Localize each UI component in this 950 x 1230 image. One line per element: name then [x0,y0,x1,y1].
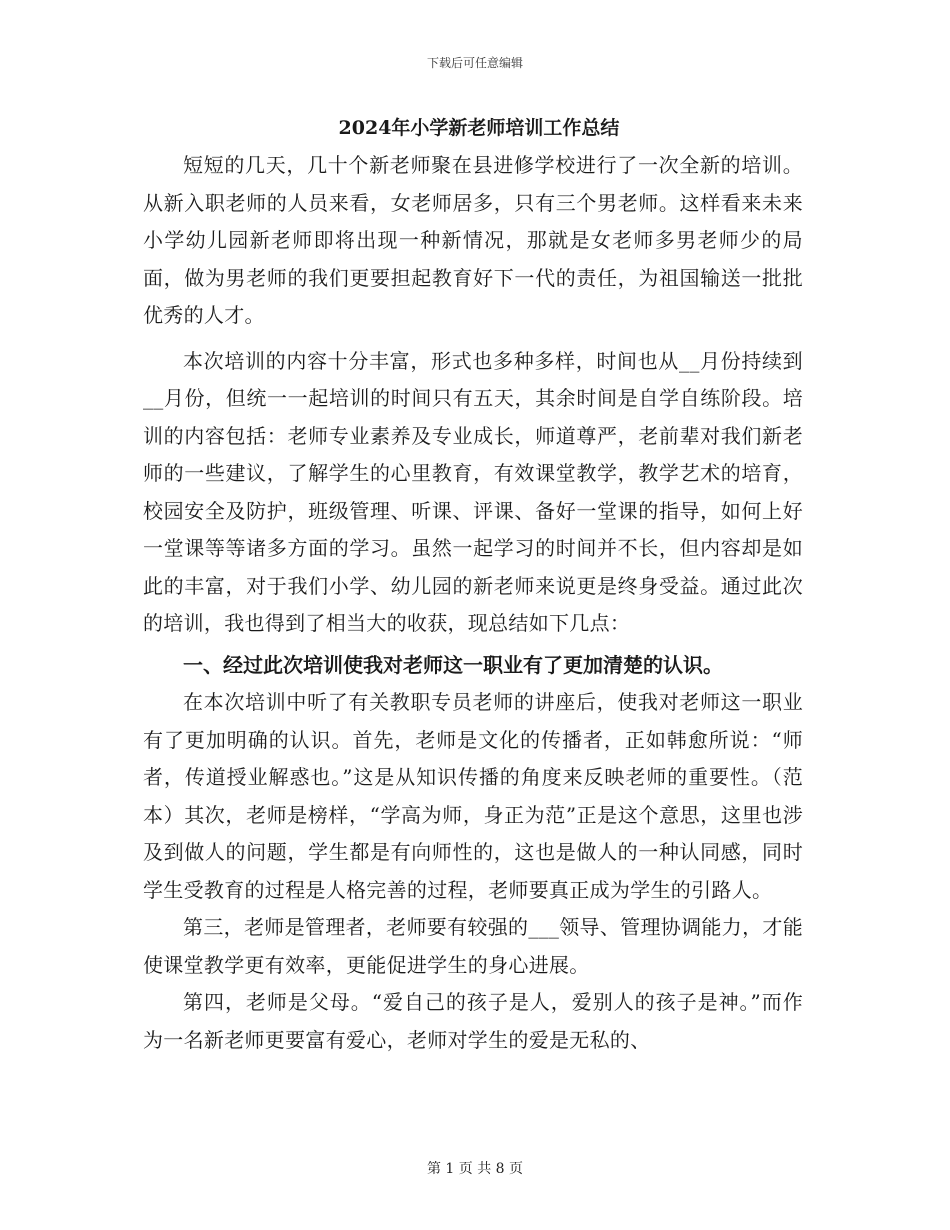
section-heading-1: 一、经过此次培训使我对老师这一职业有了更加清楚的认识。 [183,652,723,677]
paragraph-intro: 短短的几天，几十个新老师聚在县进修学校进行了一次全新的培训。从新入职老师的人员来看，女老师居多，只有三个男老师。这样看来未来小学幼儿园新老师即将出现一种新情况，那就是女老师多男老师少的局面，做为男老师的我们更要担起教育好下一代的责任，为祖国输送一批批优秀的人才。 [143,153,803,327]
paragraph-training-content: 本次培训的内容十分丰富，形式也多种多样，时间也从__月份持续到__月份，但统一一起培训的时间只有五天，其余时间是自学自练阶段。培训的内容包括：老师专业素养及专业成长，师道尊严，老前辈对我们新老师的一些建议，了解学生的心里教育，有效课堂教学，教学艺术的培育，校园安全及防护，班级管理、听课、评课、备好一堂课的指导，如何上好一堂课等等诸多方面的学习。虽然一起学习的时间并不长，但内容却是如此的丰富，对于我们小学、幼儿园的新老师来说更是终身受益。通过此次的培训，我也得到了相当大的收获，现总结如下几点： [143,348,803,635]
document-title: 2024年小学新老师培训工作总结 [338,117,620,139]
page-number: 第 1 页 共 8 页 [426,1161,524,1177]
paragraph-teacher-role: 在本次培训中听了有关教职专员老师的讲座后，使我对老师这一职业有了更加明确的认识。首先，老师是文化的传播者，正如韩愈所说：“师者，传道授业解惑也。”这是从知识传播的角度来反映老师的重要性。（范本）其次，老师是榜样，“学高为师，身正为范”正是这个意思，这里也涉及到做人的问题，学生都是有向师性的，这也是做人的一种认同感，同时学生受教育的过程是人格完善的过程，老师要真正成为学生的引路人。 [143,690,803,902]
document-body [143,112,803,1059]
paragraph-third-point: 第三，老师是管理者，老师要有较强的___领导、管理协调能力，才能使课堂教学更有效率，更能促进学生的身心进展。 [143,915,803,977]
header-note: 下载后可任意编辑 [426,56,523,70]
paragraph-fourth-point: 第四，老师是父母。“爱自己的孩子是人，爱别人的孩子是神。”而作为一名新老师更要富有爱心，老师对学生的爱是无私的、 [143,990,803,1052]
